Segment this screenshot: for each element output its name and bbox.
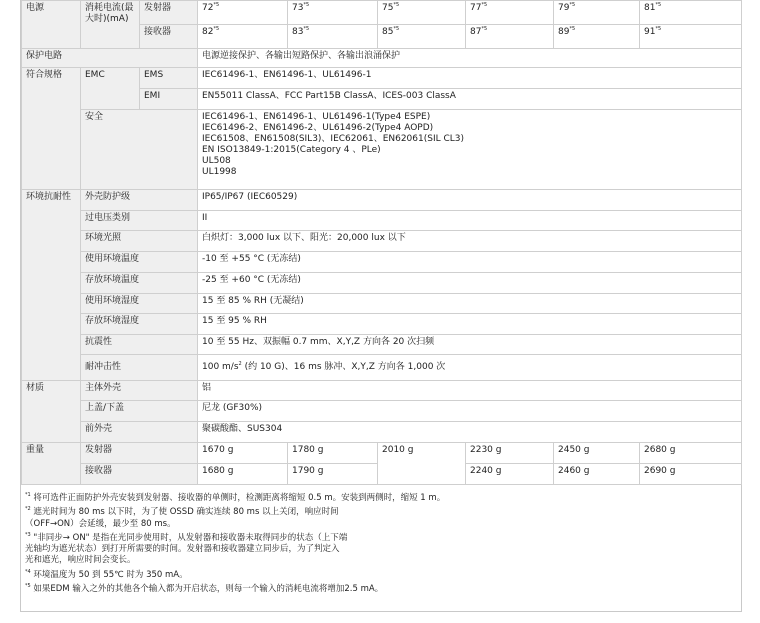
footnote: $^{*5}$ 如果EDM 输入之外的其他各个输入都为开启状态，则每一个输入的消耗电流将增加2.5 mA。 [25,583,384,595]
current-cell: 72$^{*5}$ [198,1,288,25]
footnote: $^{*2}$ 遮光时间为 80 ms 以下时，为了使 OSSD 确实连续 80 ms 以上关闭，响应时间 （OFF→ON）会延缓，最少至 80 ms。 [25,506,339,529]
weight-cell: 1780 g [288,443,378,464]
value-cell: 聚碳酸酯、SUS304 [198,422,742,443]
value-cell: 尼龙 (GF30%) [198,401,742,422]
table-row [22,335,742,355]
table-row [22,294,742,314]
table-row [22,422,742,443]
category-cell: 重量 [22,443,81,485]
emitter-label: 发射器 [140,1,198,25]
current-cell: 87$^{*5}$ [466,25,554,49]
value-cell: IEC61496-1、EN61496-1、UL61496-1(Type4 ESPE) IEC61496-2、EN61496-2、UL61496-2(Type4 AOPD) IEC61508、EN61508(SIL3)、IEC62061、EN62061(SIL CL3) EN ISO13849-1:2015(Category 4 、PLe) UL508 UL1998 [198,110,742,190]
weight-cell: 2230 g [466,443,554,464]
sub-label: 消耗电流(最大时)(mA) [81,1,140,49]
row-label: 抗震性 [81,335,198,355]
value-cell: EN55011 ClassA、FCC Part15B ClassA、ICES-003 ClassA [198,89,742,110]
row-label: 过电压类别 [81,211,198,231]
weight-cell: 2690 g [640,464,742,485]
category-cell: 材质 [22,381,81,443]
footnote: $^{*1}$ 将可选件正面防护外壳安装到发射器、接收器的单侧时，检测距离将缩短 0.5 m。安装到两侧时，缩短 1 m。 [25,492,446,503]
table-row [22,49,742,68]
spec-sheet [20,0,742,612]
emc-label: EMC [81,68,140,110]
weight-cell: 1670 g [198,443,288,464]
emitter-label: 发射器 [81,443,198,464]
footnote: $^{*4}$ 环境温度为 50 到 55℃ 时为 350 mA。 [25,568,188,580]
table-row [22,211,742,231]
row-label: 使用环境湿度 [81,294,198,314]
row-label: 前外壳 [81,422,198,443]
table-row [22,252,742,273]
row-label: 耐冲击性 [81,355,198,381]
row-label: 使用环境温度 [81,252,198,273]
emi-label: EMI [140,89,198,110]
current-cell: 81$^{*5}$ [640,1,742,25]
table-row [22,381,742,401]
current-cell: 82$^{*5}$ [198,25,288,49]
row-label: 外壳防护级 [81,190,198,211]
category-cell: 保护电路 [22,49,198,68]
value-cell: IP65/IP67 (IEC60529) [198,190,742,211]
current-cell: 85$^{*5}$ [378,25,466,49]
value-cell: -25 至 +60 °C (无冻结) [198,273,742,294]
category-cell: 环境抗耐性 [22,190,81,381]
current-cell: 91$^{*5}$ [640,25,742,49]
row-label: 主体外壳 [81,381,198,401]
weight-cell: 2010 g [378,443,466,485]
footnotes [25,493,737,598]
current-cell: 79$^{*5}$ [554,1,640,25]
value-cell: 100 $m/s^2$ (约 10 G)、16 ms 脉冲、X,Y,Z 方向各 1,000 次 [198,355,742,381]
value-cell: -10 至 +55 °C (无冻结) [198,252,742,273]
table-row [22,1,742,25]
table-row [22,401,742,422]
row-label: 环境光照 [81,231,198,252]
current-cell: 89$^{*5}$ [554,25,640,49]
current-cell: 75$^{*5}$ [378,1,466,25]
value-cell: 15 至 95 % RH [198,314,742,335]
table-row [22,314,742,335]
row-label: 上盖/下盖 [81,401,198,422]
table-row [22,231,742,252]
weight-cell: 2680 g [640,443,742,464]
value-cell: II [198,211,742,231]
row-label: 存放环境湿度 [81,314,198,335]
receiver-label: 接收器 [140,25,198,49]
category-cell: 符合规格 [22,68,81,190]
weight-cell: 2240 g [466,464,554,485]
category-cell: 电源 [22,1,81,49]
spec-table [21,0,742,485]
weight-cell: 2450 g [554,443,640,464]
row-label: 存放环境温度 [81,273,198,294]
value-cell: 10 至 55 Hz、双振幅 0.7 mm、X,Y,Z 方向各 20 次扫频 [198,335,742,355]
current-cell: 73$^{*5}$ [288,1,378,25]
weight-cell: 2460 g [554,464,640,485]
table-row [22,355,742,381]
table-row [22,443,742,464]
value-cell: 铝 [198,381,742,401]
value-cell: 白炽灯：3,000 lux 以下、阳光：20,000 lux 以下 [198,231,742,252]
value-cell: 15 至 85 % RH (无凝结) [198,294,742,314]
current-cell: 77$^{*5}$ [466,1,554,25]
table-row [22,273,742,294]
value-cell: 电源逆接保护、各输出短路保护、各输出浪涌保护 [198,49,742,68]
safety-label: 安全 [81,110,198,190]
ems-label: EMS [140,68,198,89]
current-cell: 83$^{*5}$ [288,25,378,49]
receiver-label: 接收器 [81,464,198,485]
weight-cell: 1790 g [288,464,378,485]
footnote: $^{*3}$ "非同步→ ON" 是指在光同步使用时，从发射器和接收器未取得同步的状态（上下端 光轴均为遮光状态）到打开所需要的时间。发射器和接收器建立同步后，为了判定入 光和遮光，响应时间会变长。 [25,532,348,566]
table-row [22,190,742,211]
weight-cell: 1680 g [198,464,288,485]
value-cell: IEC61496-1、EN61496-1、UL61496-1 [198,68,742,89]
table-row [22,68,742,89]
table-row [22,110,742,190]
